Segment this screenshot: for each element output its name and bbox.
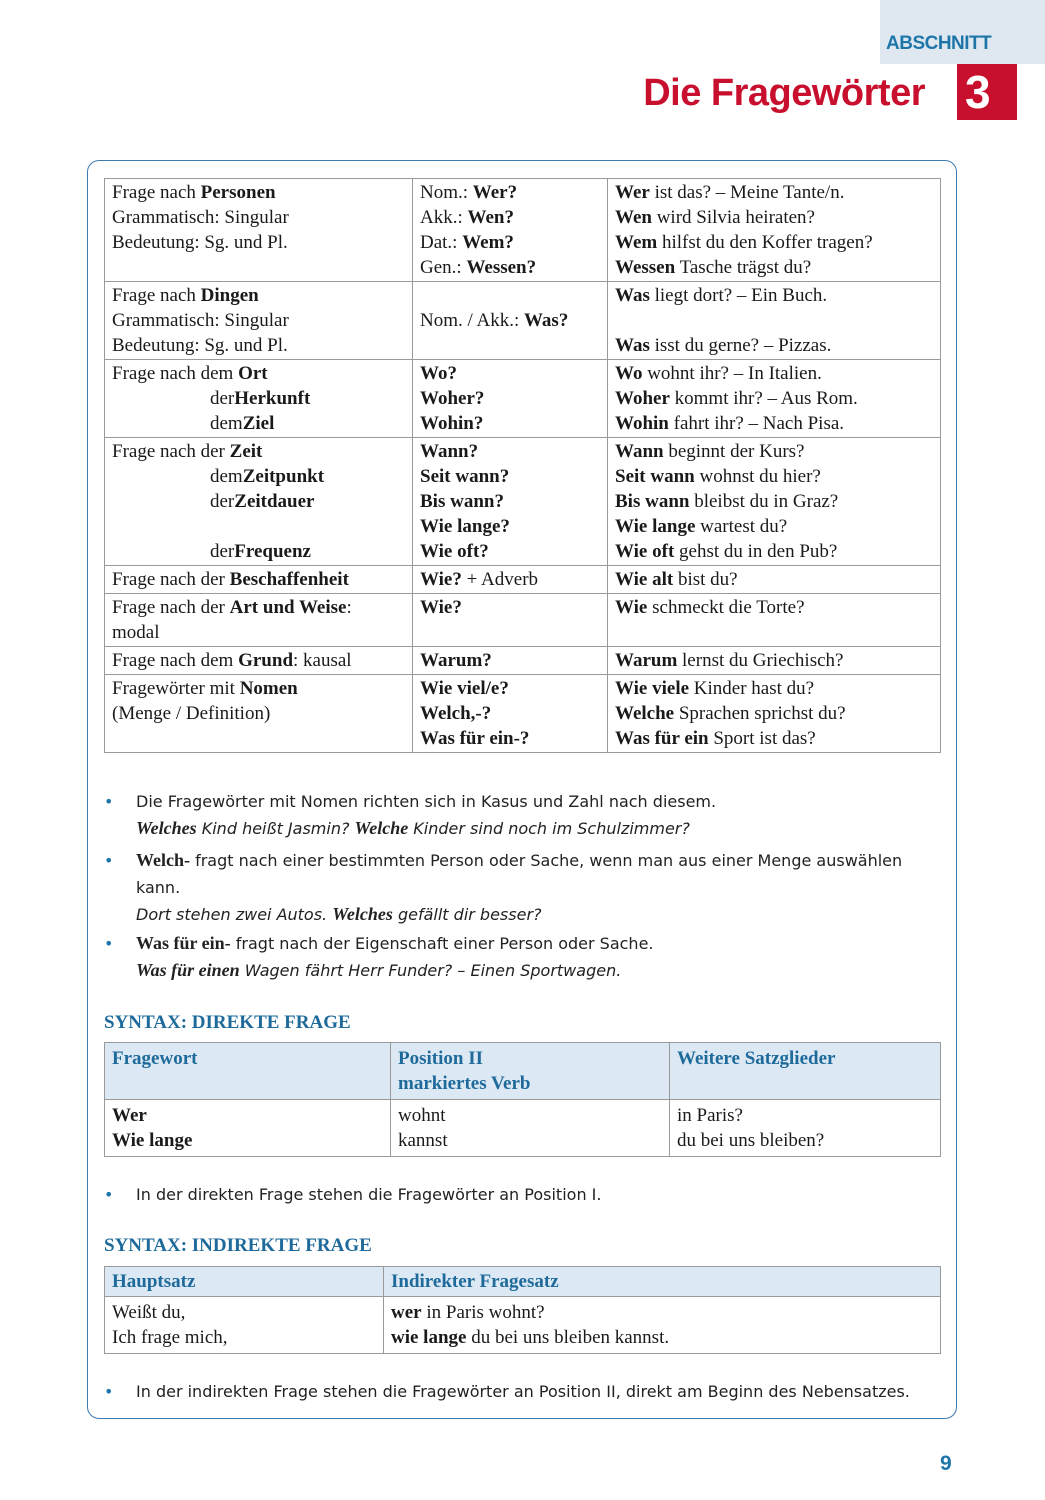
- syntax-direct-table: [104, 1042, 941, 1157]
- text-segment: wartest du?: [695, 516, 788, 537]
- table-row: [105, 438, 941, 566]
- text-segment: Nom.:: [420, 182, 473, 203]
- text-segment: dem: [210, 413, 243, 434]
- text-line: [112, 361, 405, 386]
- text-line: [112, 333, 405, 358]
- bold-text: Wie viel/e?: [420, 678, 509, 699]
- text-line: [615, 539, 933, 564]
- bold-text: Wo?: [420, 363, 457, 384]
- text-line: [615, 648, 933, 673]
- text-line: [420, 255, 600, 280]
- text-line: [420, 386, 600, 411]
- bold-text: Wen: [615, 207, 652, 228]
- bold-text: Dingen: [200, 285, 259, 306]
- text-line: [615, 255, 933, 280]
- bold-text: Wie lange: [615, 516, 696, 537]
- header-weitere-satzglieder: Weitere Satzglieder: [670, 1043, 941, 1100]
- bold-text: Herkunft: [234, 388, 311, 409]
- text-segment: kommt ihr? – Aus Rom.: [669, 388, 858, 409]
- table-cell: [105, 360, 413, 438]
- text-line: [420, 539, 600, 564]
- text-segment: Kinder hast du?: [689, 678, 815, 699]
- bold-text: Zeit: [229, 441, 263, 462]
- text-segment: Nom. / Akk.:: [420, 310, 524, 331]
- text-segment: in Paris wohnt?: [421, 1302, 545, 1323]
- bold-text: Wem: [615, 232, 658, 253]
- text-line: [615, 283, 933, 308]
- table-cell: [608, 594, 941, 647]
- text-segment: : kausal: [293, 650, 352, 671]
- text-line: [615, 514, 933, 539]
- bullet-icon: •: [104, 851, 114, 870]
- text-segment: der: [210, 541, 235, 562]
- bold-text: Wie oft?: [420, 541, 489, 562]
- text-segment: Frage nach dem: [112, 650, 239, 671]
- text-line: [615, 361, 933, 386]
- page-number: 9: [940, 1452, 952, 1475]
- table-cell: [413, 594, 608, 647]
- table-row: [105, 179, 941, 282]
- text-segment: du bei uns bleiben kannst.: [466, 1327, 670, 1348]
- text-line: [112, 439, 405, 464]
- bold-text: Ziel: [242, 413, 275, 434]
- bullet-icon: •: [104, 1382, 114, 1401]
- text-line: [420, 489, 600, 514]
- bold-text: Welches: [332, 904, 393, 924]
- text-line: [615, 701, 933, 726]
- text-line: [420, 567, 600, 592]
- bold-text: Wie viele: [615, 678, 690, 699]
- text-line: [615, 676, 933, 701]
- bold-text: Warum?: [420, 650, 492, 671]
- text-line: [615, 464, 933, 489]
- text-line: [615, 726, 933, 751]
- bullet-icon: •: [104, 934, 114, 953]
- table-cell: [608, 179, 941, 282]
- text-segment: Die Fragewörter mit Nomen richten sich in Kasus und Zahl nach diesem.: [136, 792, 717, 811]
- bold-text: Welches: [136, 818, 197, 838]
- text-segment: Frage nach der: [112, 441, 230, 462]
- table-row: [105, 594, 941, 647]
- table-row: [105, 647, 941, 675]
- bold-text: Wo: [615, 363, 643, 384]
- bold-text: Was?: [523, 310, 569, 331]
- table-cell: [105, 566, 413, 594]
- text-segment: gefällt dir besser?: [392, 905, 542, 924]
- bold-text: Wohin?: [420, 413, 484, 434]
- text-segment: Kind heißt Jasmin?: [196, 819, 355, 838]
- text-segment: (Menge / Definition): [112, 703, 271, 724]
- bold-text: Welche: [615, 703, 675, 724]
- text-line: [112, 620, 405, 645]
- text-segment: modal: [112, 622, 160, 643]
- bold-text: Woher?: [420, 388, 485, 409]
- text-segment: Kinder sind noch im Schulzimmer?: [408, 819, 690, 838]
- text-segment: Frage nach: [112, 182, 201, 203]
- text-line: [615, 489, 933, 514]
- text-segment: lernst du Griechisch?: [677, 650, 844, 671]
- note-item: [104, 847, 903, 928]
- question-words-table: [104, 178, 941, 753]
- text-line: [112, 308, 405, 333]
- bold-text: Wie oft: [615, 541, 675, 562]
- text-segment: Frage nach der: [112, 597, 230, 618]
- table-cell: [413, 647, 608, 675]
- table-cell: [105, 282, 413, 360]
- table-cell: [608, 360, 941, 438]
- text-segment: der: [210, 491, 235, 512]
- bold-text: Grund: [238, 650, 294, 671]
- text-line: [112, 648, 405, 673]
- syntax-direct-heading: SYNTAX: DIREKTE FRAGE: [104, 1012, 351, 1033]
- text-line: [420, 308, 600, 333]
- text-segment: Bedeutung: Sg. und Pl.: [112, 232, 288, 253]
- text-line: [112, 205, 405, 230]
- text-line: [391, 1300, 933, 1325]
- table-cell: [608, 566, 941, 594]
- text-line: [420, 230, 600, 255]
- text-line: [136, 815, 716, 842]
- cell-text: kannst: [398, 1130, 448, 1151]
- bold-text: Welch,-?: [420, 703, 492, 724]
- table-row: [105, 360, 941, 438]
- text-segment: Grammatisch: Singular: [112, 310, 289, 331]
- text-segment: Dat.:: [420, 232, 463, 253]
- table-row: [105, 282, 941, 360]
- cell-text: Weißt du,: [112, 1302, 186, 1323]
- text-line: [615, 567, 933, 592]
- text-segment: Gen.:: [420, 257, 467, 278]
- text-line: [615, 386, 933, 411]
- indirect-col-fragesatz: [384, 1297, 941, 1354]
- cell-text: Ich frage mich,: [112, 1327, 228, 1348]
- bold-text: Was für einen: [136, 960, 240, 980]
- cell-text: in Paris?: [677, 1105, 743, 1126]
- text-line: [615, 439, 933, 464]
- text-line: [112, 701, 405, 726]
- text-segment: fragt nach der Eigenschaft einer Person oder Sache.: [230, 934, 654, 953]
- text-segment: Tasche trägst du?: [675, 257, 812, 278]
- header-position-ii: Position II markiertes Verb: [391, 1043, 670, 1100]
- bold-text: Art und Weise: [229, 597, 347, 618]
- text-line: [112, 411, 405, 436]
- bold-text: Was: [615, 335, 650, 356]
- bold-text: Wie: [615, 597, 648, 618]
- header-fragewort: Fragewort: [105, 1043, 391, 1100]
- note-item: [104, 930, 654, 984]
- bold-text: Wen?: [467, 207, 514, 228]
- text-line: [615, 180, 933, 205]
- text-segment: bist du?: [673, 569, 738, 590]
- table-cell: [608, 438, 941, 566]
- bold-text: Wer: [615, 182, 650, 203]
- text-line: [420, 726, 600, 751]
- bold-text: Wem?: [462, 232, 514, 253]
- bold-text: Bis wann: [615, 491, 690, 512]
- text-segment: wohnst du hier?: [694, 466, 821, 487]
- cell-text: wohnt: [398, 1105, 446, 1126]
- table-cell: [413, 566, 608, 594]
- text-segment: hilfst du den Koffer tragen?: [657, 232, 873, 253]
- table-cell: [413, 438, 608, 566]
- text-line: [112, 464, 405, 489]
- text-segment: fahrt ihr? – Nach Pisa.: [668, 413, 845, 434]
- section-number: 3: [957, 64, 1017, 120]
- text-line: [615, 411, 933, 436]
- bold-text: Warum: [615, 650, 678, 671]
- note-item: [104, 788, 717, 842]
- text-segment: gehst du in den Pub?: [674, 541, 838, 562]
- table-cell: [105, 675, 413, 753]
- syntax-direct-note: [104, 1181, 602, 1208]
- bold-text: Was: [615, 285, 650, 306]
- bold-text: Wer?: [472, 182, 518, 203]
- table-cell: [105, 179, 413, 282]
- text-line: [615, 230, 933, 255]
- bold-text: Wann?: [420, 441, 479, 462]
- text-segment: + Adverb: [461, 569, 539, 590]
- text-line: [136, 957, 654, 984]
- text-line: [420, 180, 600, 205]
- bold-text: Woher: [615, 388, 670, 409]
- bold-text: Zeitdauer: [234, 491, 315, 512]
- page-title: Die Fragewörter: [643, 72, 925, 114]
- note-text: In der direkten Frage stehen die Fragewörter an Position I.: [136, 1185, 602, 1204]
- cell-text: Wie lange: [112, 1130, 193, 1151]
- text-line: [391, 1325, 933, 1350]
- bold-text: Welch-: [136, 850, 190, 870]
- bold-text: Wie lange?: [420, 516, 510, 537]
- text-line: [615, 333, 933, 358]
- text-segment: Frage nach: [112, 285, 201, 306]
- text-line: [420, 205, 600, 230]
- text-line: [112, 386, 405, 411]
- text-segment: der: [210, 388, 235, 409]
- text-line: [136, 930, 654, 957]
- syntax-indirect-heading: SYNTAX: INDIREKTE FRAGE: [104, 1235, 372, 1256]
- text-segment: dem: [210, 466, 243, 487]
- bold-text: Seit wann?: [420, 466, 510, 487]
- text-line: [420, 361, 600, 386]
- text-segment: :: [346, 597, 352, 618]
- text-line: [136, 788, 716, 815]
- text-line: [112, 514, 405, 539]
- text-segment: fragt nach einer bestimmten Person oder Sache, wenn man aus einer Menge auswählen: [190, 851, 903, 870]
- bullet-icon: •: [104, 1185, 114, 1204]
- cell-text: Wer: [112, 1105, 147, 1126]
- text-line: [136, 901, 902, 928]
- text-segment: Wagen fährt Herr Funder? – Einen Sportwagen.: [239, 961, 622, 980]
- bold-text: Ort: [238, 363, 268, 384]
- text-segment: Frage nach dem: [112, 363, 239, 384]
- text-line: [136, 847, 902, 874]
- table-cell: [105, 594, 413, 647]
- table-row: [105, 675, 941, 753]
- indirect-col-hauptsatz: [105, 1297, 384, 1354]
- text-segment: Sport ist das?: [708, 728, 816, 749]
- text-segment: Fragewörter mit: [112, 678, 240, 699]
- syntax-indirect-table: [104, 1266, 941, 1354]
- table-cell: [608, 647, 941, 675]
- text-line: [112, 283, 405, 308]
- bold-text: Wessen?: [466, 257, 537, 278]
- direct-col-rest: [670, 1100, 941, 1157]
- text-line: [420, 514, 600, 539]
- table-cell: [608, 282, 941, 360]
- text-line: [112, 489, 405, 514]
- bold-text: Welche: [354, 818, 409, 838]
- table-cell: [105, 438, 413, 566]
- text-segment: wird Silvia heiraten?: [651, 207, 815, 228]
- bold-text: wer: [391, 1302, 422, 1323]
- text-segment: beginnt der Kurs?: [663, 441, 805, 462]
- text-segment: ist das? – Meine Tante/n.: [649, 182, 845, 203]
- text-line: [112, 539, 405, 564]
- table-cell: [413, 282, 608, 360]
- text-line: [112, 230, 405, 255]
- text-segment: wohnt ihr? – In Italien.: [642, 363, 822, 384]
- bold-text: Bis wann?: [420, 491, 504, 512]
- bold-text: Personen: [200, 182, 276, 203]
- text-segment: Bedeutung: Sg. und Pl.: [112, 335, 288, 356]
- text-segment: isst du gerne? – Pizzas.: [649, 335, 832, 356]
- text-line: [112, 180, 405, 205]
- syntax-indirect-note: [104, 1378, 910, 1405]
- text-line: [420, 648, 600, 673]
- table-cell: [413, 675, 608, 753]
- text-segment: Dort stehen zwei Autos.: [136, 905, 333, 924]
- text-line: [615, 205, 933, 230]
- text-segment: Sprachen sprichst du?: [674, 703, 846, 724]
- text-line: [112, 676, 405, 701]
- header-indirekter-fragesatz: Indirekter Fragesatz: [384, 1267, 941, 1297]
- text-segment: schmeckt die Torte?: [647, 597, 805, 618]
- text-segment: liegt dort? – Ein Buch.: [649, 285, 828, 306]
- text-segment: kann.: [136, 878, 181, 897]
- bold-text: Wie?: [420, 569, 462, 590]
- note-text: In der indirekten Frage stehen die Fragewörter an Position II, direkt am Beginn des Nebensatzes.: [136, 1382, 910, 1401]
- bold-text: wie lange: [391, 1327, 467, 1348]
- text-segment: bleibst du in Graz?: [689, 491, 839, 512]
- direct-col-verb: [391, 1100, 670, 1157]
- text-line: [136, 874, 902, 901]
- bold-text: Was für ein: [615, 728, 709, 749]
- text-line: [615, 308, 933, 333]
- bold-text: Wohin: [615, 413, 669, 434]
- section-label: ABSCHNITT: [886, 33, 992, 54]
- bold-text: Beschaffenheit: [229, 569, 349, 590]
- text-line: [420, 439, 600, 464]
- text-segment: Akk.:: [420, 207, 468, 228]
- text-line: [112, 567, 405, 592]
- bold-text: Seit wann: [615, 466, 695, 487]
- text-line: [420, 283, 600, 308]
- bullet-icon: •: [104, 792, 114, 811]
- bold-text: Wann: [615, 441, 664, 462]
- table-row: [105, 566, 941, 594]
- cell-text: du bei uns bleiben?: [677, 1130, 825, 1151]
- text-segment: Grammatisch: Singular: [112, 207, 289, 228]
- bold-text: Was für ein-: [136, 933, 231, 953]
- text-line: [420, 676, 600, 701]
- bold-text: Wie alt: [615, 569, 674, 590]
- text-segment: Frage nach der: [112, 569, 230, 590]
- bold-text: Was für ein-?: [420, 728, 530, 749]
- text-line: [420, 411, 600, 436]
- table-cell: [413, 179, 608, 282]
- bold-text: Wessen: [615, 257, 676, 278]
- text-line: [615, 595, 933, 620]
- table-cell: [608, 675, 941, 753]
- text-line: [420, 701, 600, 726]
- bold-text: Wie?: [420, 597, 462, 618]
- table-cell: [413, 360, 608, 438]
- text-line: [420, 595, 600, 620]
- table-cell: [105, 647, 413, 675]
- text-line: [420, 464, 600, 489]
- bold-text: Frequenz: [234, 541, 311, 562]
- bold-text: Nomen: [239, 678, 298, 699]
- header-hauptsatz: Hauptsatz: [105, 1267, 384, 1297]
- bold-text: Zeitpunkt: [242, 466, 325, 487]
- text-line: [112, 595, 405, 620]
- direct-col-fragewort: [105, 1100, 391, 1157]
